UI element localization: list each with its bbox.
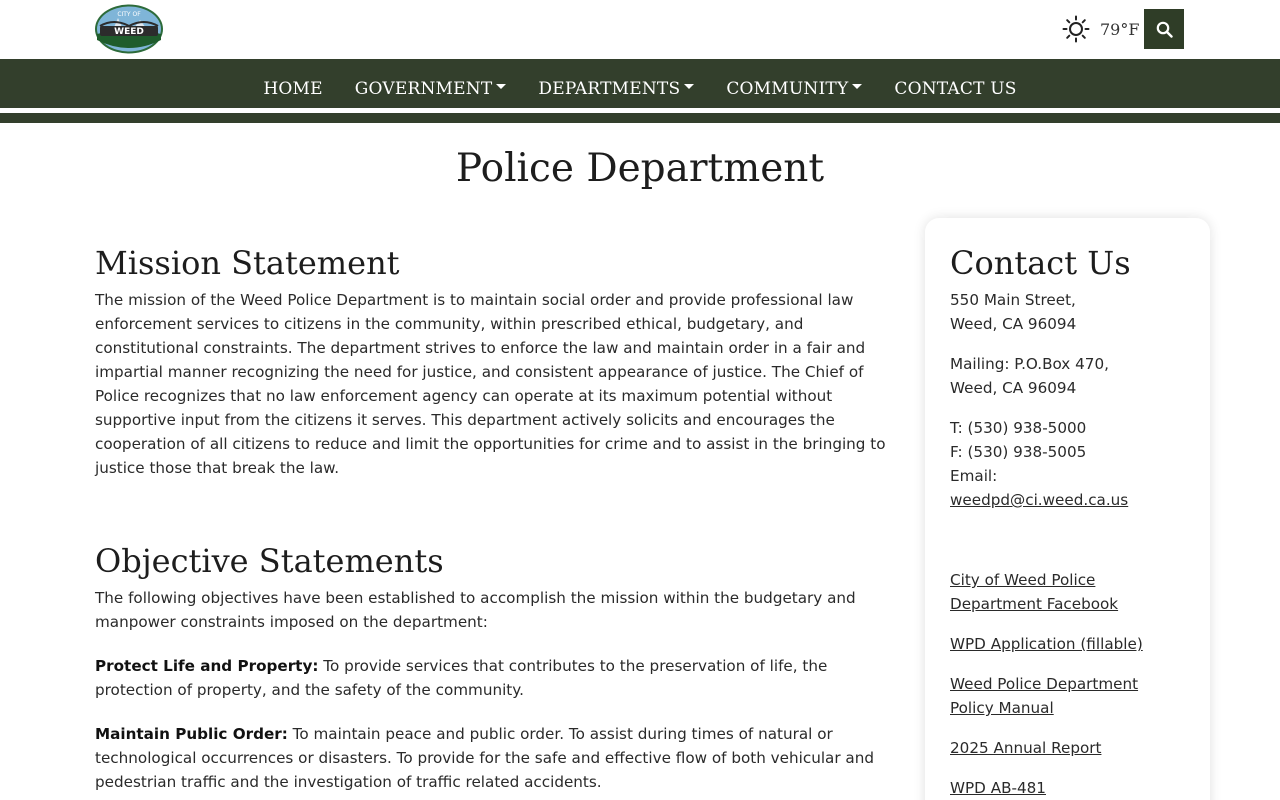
nav-item-community[interactable]: [710, 79, 878, 99]
mailing-line: Mailing: P.O.Box 470,: [950, 355, 1109, 373]
mission-heading: Mission Statement: [95, 244, 400, 282]
nav-item-departments[interactable]: [522, 79, 710, 99]
nav-item-label: DEPARTMENTS: [538, 78, 681, 99]
street-address: [950, 288, 1185, 336]
logo-top-text: CITY OF: [117, 11, 141, 18]
objective-text: To provide services that contributes to the preservation of life, the protection of property, and the safety of the community.: [95, 657, 828, 699]
nav-item-label: CONTACT US: [894, 78, 1017, 99]
application-link[interactable]: WPD Application (fillable): [950, 635, 1143, 653]
top-bar: [0, 0, 1280, 59]
main-content: [95, 242, 905, 794]
mission-text: The mission of the Weed Police Department is to maintain social order and provide professional law enforcement services to citizens in the community, within prescribed ethical, budgetary, and constitutional constraints. The department strives to enforce the law and maintain order in a fair and impartial manner recognizing the need for justice, and consistent appearance of justice. The Chief of Police recognizes that no law enforcement agency can operate at its maximum potential without supportive input from the citizens it serves. This department actively solicits and encourages the cooperation of all citizens to reduce and limit the opportunities for crime and to assist in the bringing to justice those that break the law.: [95, 291, 886, 477]
email-label: Email:: [950, 467, 998, 485]
email-link[interactable]: weedpd@ci.weed.ca.us: [950, 491, 1129, 509]
nav-item-government[interactable]: [339, 79, 523, 99]
annual-report-link[interactable]: 2025 Annual Report: [950, 739, 1102, 757]
weather-widget: [1062, 14, 1139, 44]
mailing-line: Weed, CA 96094: [950, 379, 1077, 397]
objective-item: [95, 722, 905, 794]
ab-481-link[interactable]: WPD AB-481: [950, 779, 1046, 797]
search-button[interactable]: [1144, 9, 1184, 49]
objective-title: Protect Life and Property:: [95, 657, 319, 675]
page-title: Police Department: [455, 146, 825, 191]
city-logo[interactable]: [94, 4, 164, 54]
caret-down-icon: [852, 84, 862, 89]
logo-main-text: WEED: [114, 27, 144, 37]
caret-down-icon: [684, 84, 694, 89]
nav-item-label: HOME: [263, 78, 323, 99]
policy-manual-link[interactable]: Weed Police Department Policy Manual: [950, 675, 1139, 717]
weather-temperature: 79°F: [1100, 19, 1140, 39]
phone-number: T: (530) 938-5000: [950, 419, 1087, 437]
main-navigation: [0, 59, 1280, 108]
objectives-heading: Objective Statements: [95, 542, 444, 580]
contact-heading: Contact Us: [950, 244, 1131, 282]
sun-icon: [1062, 15, 1090, 43]
address-line: Weed, CA 96094: [950, 315, 1077, 333]
objective-title: Maintain Public Order:: [95, 725, 288, 743]
search-icon: [1156, 21, 1173, 38]
address-line: 550 Main Street,: [950, 291, 1076, 309]
nav-divider: [0, 113, 1280, 123]
facebook-link[interactable]: City of Weed Police Department Facebook: [950, 571, 1119, 613]
objective-text: To maintain peace and public order. To assist during times of natural or technological occurrences or disasters. To provide for the safe and effective flow of both vehicular and pedestrian traffic and the investigation of traffic related accidents.: [95, 725, 874, 791]
nav-item-label: COMMUNITY: [726, 78, 849, 99]
fax-number: F: (530) 938-5005: [950, 443, 1087, 461]
nav-item-label: GOVERNMENT: [354, 78, 493, 99]
caret-down-icon: [496, 84, 506, 89]
nav-item-contact-us[interactable]: [878, 79, 1032, 99]
nav-item-home[interactable]: [247, 79, 338, 99]
objective-item: [95, 654, 905, 702]
contact-sidebar: [925, 218, 1210, 800]
mailing-address: [950, 352, 1185, 400]
objectives-intro: The following objectives have been established to accomplish the mission within the budgetary and manpower constraints imposed on the department:: [95, 589, 856, 631]
